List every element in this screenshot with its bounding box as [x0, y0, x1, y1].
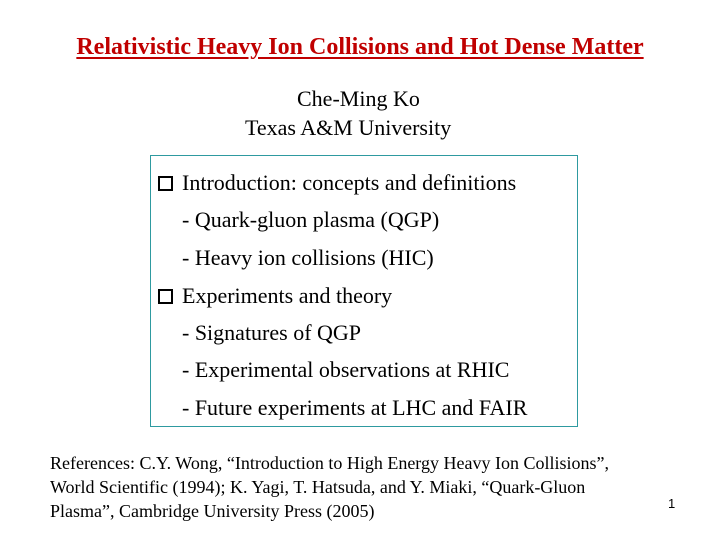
outline-subitem-rhic: - Experimental observations at RHIC	[182, 357, 510, 382]
outline-subitem-qgp: - Quark-gluon plasma (QGP)	[182, 207, 440, 232]
outline-subitem-signatures: - Signatures of QGP	[182, 320, 362, 345]
outline-item-introduction	[158, 170, 516, 196]
outline-subitem-hic: - Heavy ion collisions (HIC)	[182, 245, 434, 270]
author-name: Che-Ming Ko	[297, 86, 420, 111]
outline-subitem-lhc-fair: - Future experiments at LHC and FAIR	[182, 395, 528, 420]
outline-item-label: Experiments and theory	[182, 283, 393, 308]
references-line: References: C.Y. Wong, “Introduction to High Energy Heavy Ion Collisions”,	[50, 453, 609, 473]
square-bullet-icon	[158, 289, 173, 304]
references-line: Plasma”, Cambridge University Press (2005)	[50, 501, 375, 521]
references-line: World Scientific (1994); K. Yagi, T. Hatsuda, and Y. Miaki, “Quark-Gluon	[50, 477, 586, 497]
references	[50, 451, 690, 523]
slide-title: Relativistic Heavy Ion Collisions and Hot Dense Matter	[76, 34, 644, 60]
outline-item-experiments	[158, 283, 392, 309]
square-bullet-icon	[158, 176, 173, 191]
outline-item-label: Introduction: concepts and definitions	[182, 170, 517, 195]
page-number: 1	[668, 496, 676, 511]
author-affiliation: Texas A&M University	[245, 115, 452, 140]
